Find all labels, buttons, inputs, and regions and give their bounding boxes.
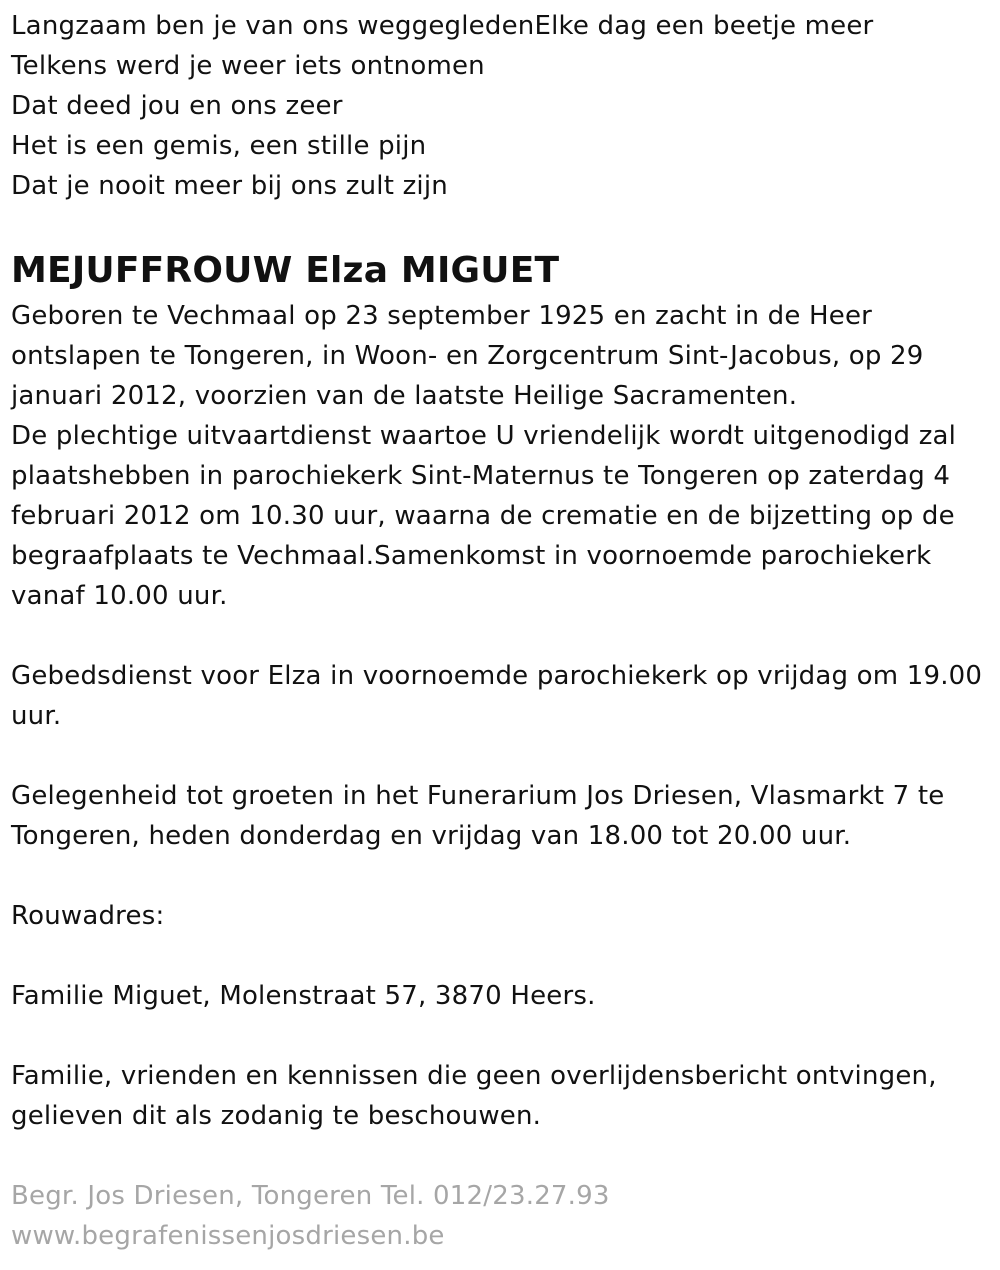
mourning-address-label: Rouwadres: xyxy=(11,901,165,931)
deceased-name-title: MEJUFFROUW Elza MIGUET xyxy=(11,250,560,291)
memorial-poem xyxy=(11,0,990,206)
mourning-address: Familie Miguet, Molenstraat 57, 3870 Heers. xyxy=(11,981,596,1011)
funeral-service-paragraph: De plechtige uitvaartdienst waartoe U vriendelijk wordt uitgenodigd zal plaatshebben in parochiekerk Sint-Maternus te Tongeren op zaterdag 4 februari 2012 om 10.30 uur, waarna de crematie en de bijzetting op de begraafplaats te Vechmaal.Samenkomst in voornoemde parochiekerk vanaf 10.00 uur. xyxy=(11,421,957,611)
poem-line: Langzaam ben je van ons weggegledenElke dag een beetje meer xyxy=(11,11,874,41)
poem-line: Het is een gemis, een stille pijn xyxy=(11,131,427,161)
prayer-service-paragraph: Gebedsdienst voor Elza in voornoemde parochiekerk op vrijdag om 19.00 uur. xyxy=(11,661,983,731)
closing-note-paragraph: Familie, vrienden en kennissen die geen overlijdensbericht ontvingen, gelieven dit als zodanig te beschouwen. xyxy=(11,1061,937,1131)
visitation-paragraph: Gelegenheid tot groeten in het Funerarium Jos Driesen, Vlasmarkt 7 te Tongeren, heden donderdag en vrijdag van 18.00 tot 20.00 uur. xyxy=(11,781,945,851)
poem-line: Telkens werd je weer iets ontnomen xyxy=(11,51,485,81)
undertaker-website: www.begrafenissenjosdriesen.be xyxy=(11,1221,445,1251)
obituary-body xyxy=(11,296,990,1136)
poem-line: Dat je nooit meer bij ons zult zijn xyxy=(11,171,448,201)
undertaker-contact: Begr. Jos Driesen, Tongeren Tel. 012/23.27.93 xyxy=(11,1181,610,1211)
poem-line: Dat deed jou en ons zeer xyxy=(11,91,343,121)
undertaker-footer xyxy=(11,1176,990,1256)
birth-death-paragraph: Geboren te Vechmaal op 23 september 1925 en zacht in de Heer ontslapen te Tongeren, in Woon- en Zorgcentrum Sint-Jacobus, op 29 januari 2012, voorzien van de laatste Heilige Sacramenten. xyxy=(11,301,924,411)
